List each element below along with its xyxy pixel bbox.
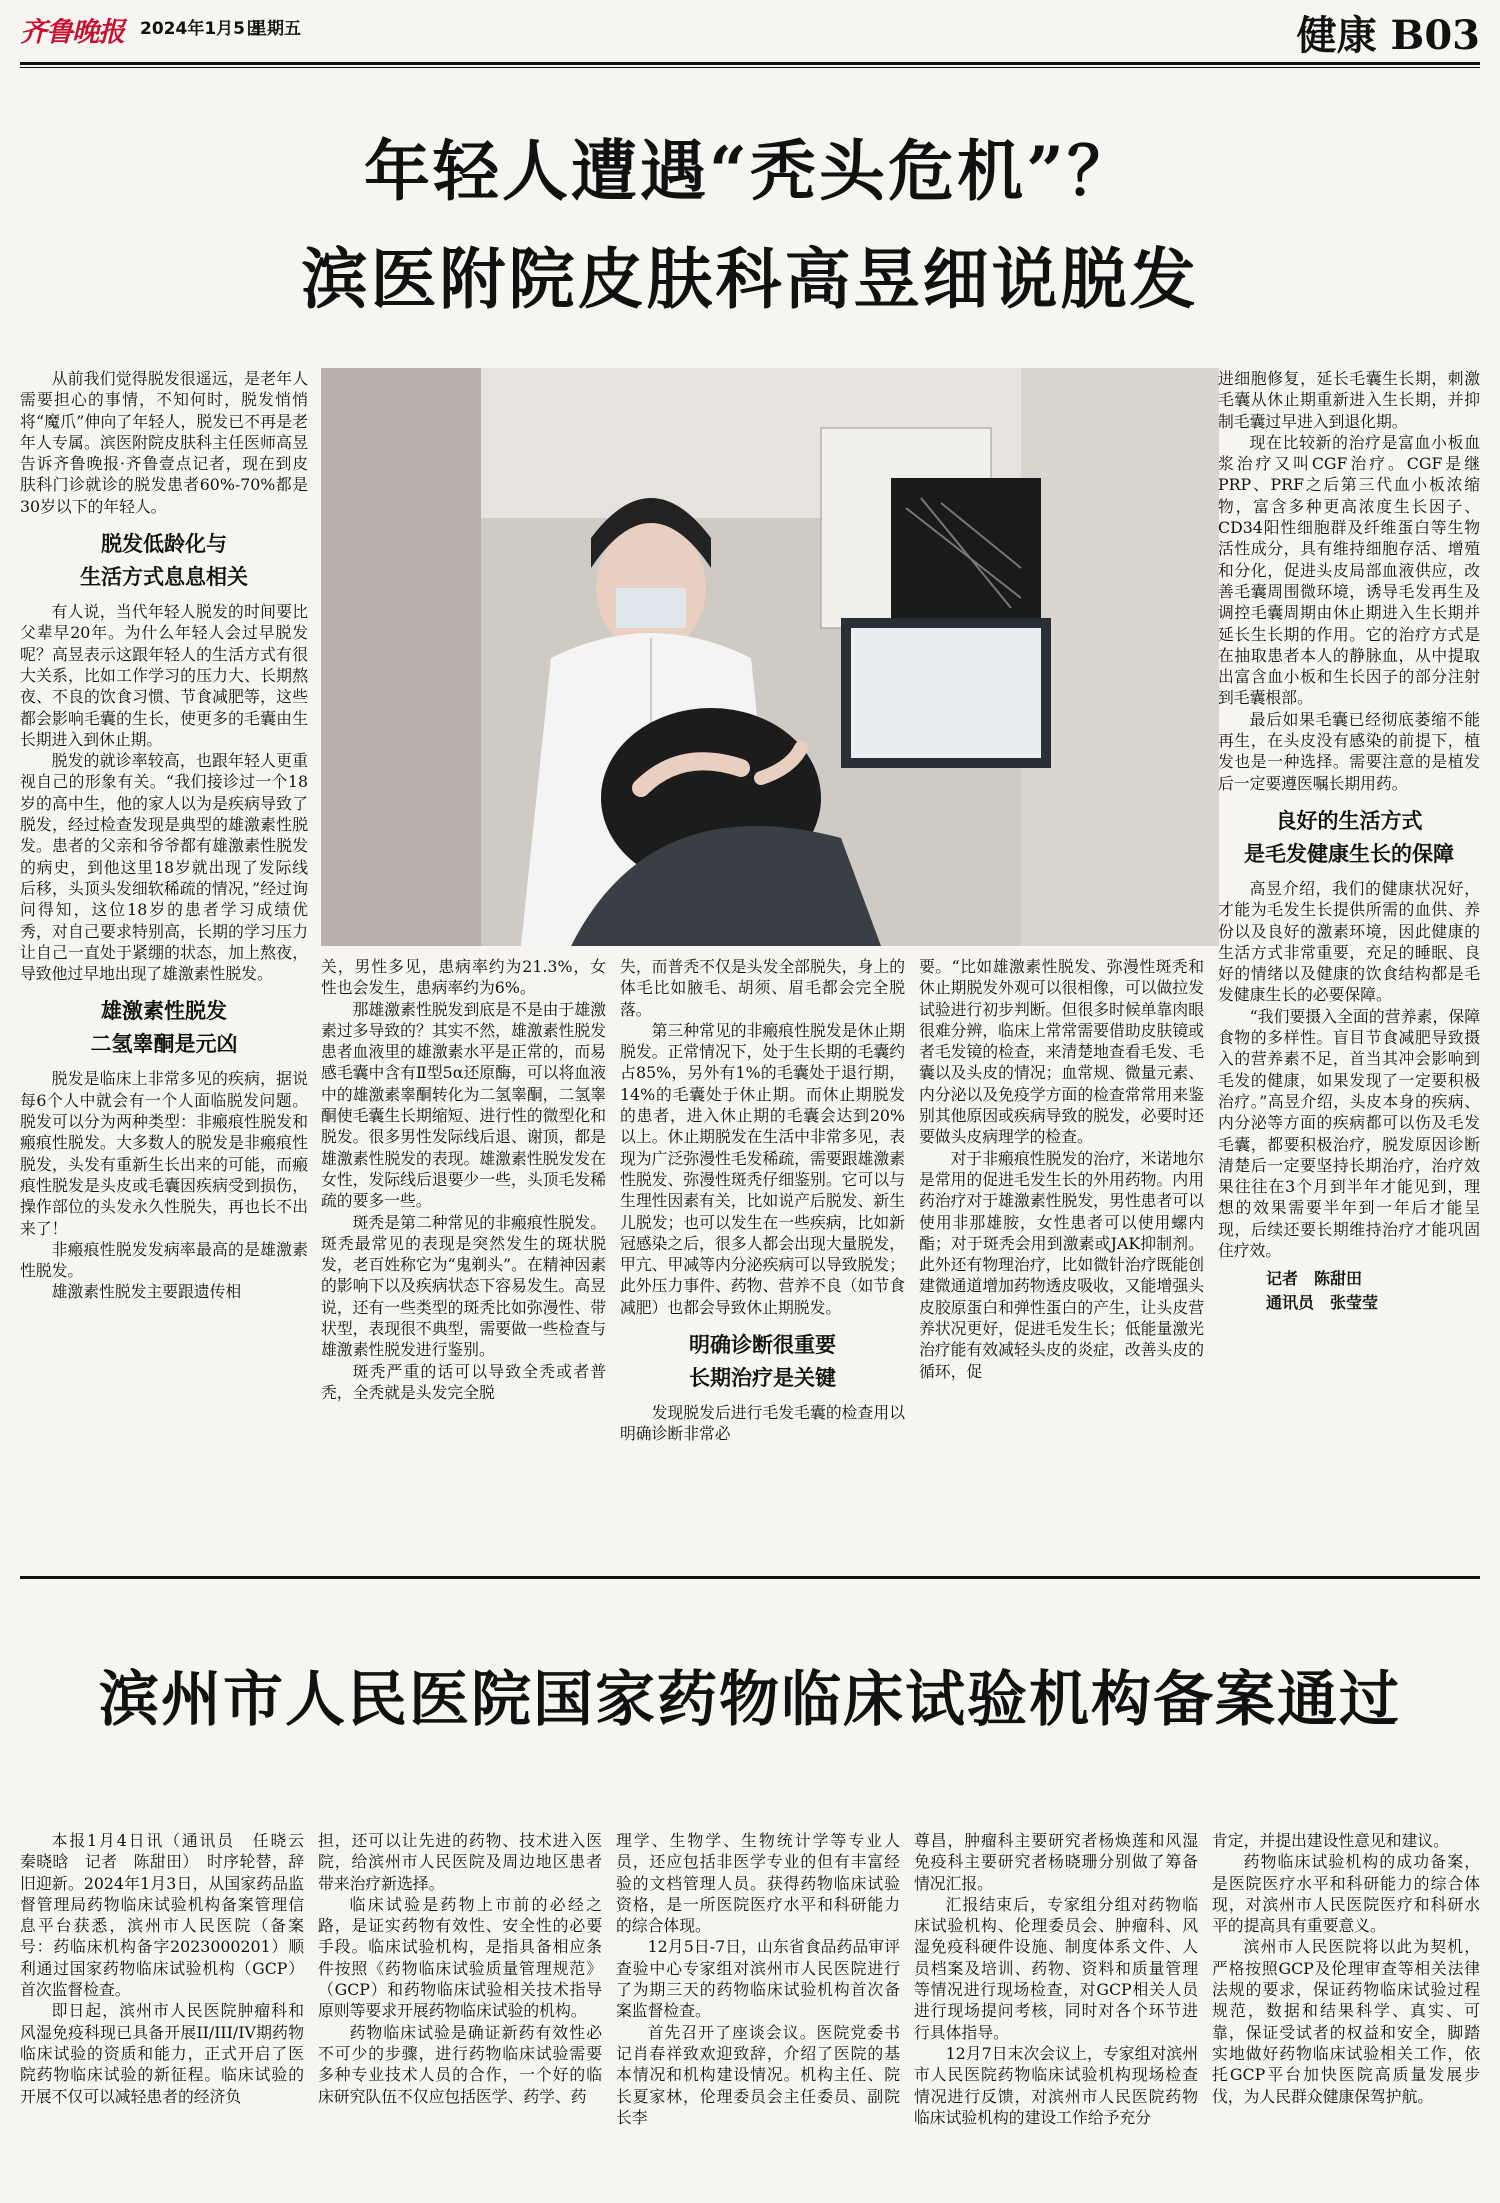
paragraph: 第三种常见的非瘢痕性脱发是休止期脱发。正常情况下，处于生长期的毛囊约占85%，另外有1%的毛囊处于退行期，14%的毛囊处于休止期。而休止期脱发的患者，进入休止期的毛囊会达到20%以上。休止期脱发在生活中非常多见，表现为广泛弥漫性毛发稀疏，需要跟雄激素性脱发、弥漫性斑秃仔细鉴别。它可以与生理性因素有关，比如说产后脱发、新生儿脱发；也可以发生在一些疾病，比如新冠感染之后，很多人都会出现大量脱发，甲亢、甲减等内分泌疾病可以导致脱发；此外压力事件、药物、营养不良（如节食减肥）也都会导致休止期脱发。: [620, 1020, 905, 1317]
article2-column-2: [318, 1830, 602, 2107]
subheading-3-line2: 长期治疗是关键: [689, 1365, 836, 1391]
issue-date: 2024年1月5日: [140, 19, 262, 39]
paragraph: 那雄激素性脱发到底是不是由于雄激素过多导致的？其实不然，雄激素性脱发患者血液里的雄激素水平是正常的，而易感毛囊中含有Ⅱ型5α还原酶，可以将血液中的雄激素睾酮转化为二氢睾酮，二氢睾酮使毛囊生长期缩短、进行性的微型化和脱发。很多男性发际线后退、谢顶，都是雄激素性脱发的表现。雄激素性脱发发在女性，发际线后退要少一些，头顶毛发稀疏的要多一些。: [321, 999, 606, 1211]
paragraph: 药物临床试验是确证新药有效性必不可少的步骤，进行药物临床试验需要多种专业技术人员的合作，一个好的临床研究队伍不仅应包括医学、药学、药: [318, 2022, 602, 2106]
article1-column-2: [321, 956, 606, 1403]
paragraph: 首先召开了座谈会议。医院党委书记肖春祥致欢迎致辞，介绍了医院的基本情况和机构建设情况。机构主任、院长夏家林，伦理委员会主任委员、副院长李: [616, 2022, 900, 2127]
paragraph: 有人说，当代年轻人脱发的时间要比父辈早20年。为什么年轻人会过早脱发呢？高昱表示这跟年轻人的生活方式有很大关系，比如工作学习的压力大、长期熬夜、不良的饮食习惯、节食减肥等，这些都会影响毛囊的生长，使更多的毛囊由生长期进入到休止期。: [20, 602, 308, 749]
paragraph: 即日起，滨州市人民医院肿瘤科和风湿免疫科现已具备开展II/III/IV期药物临床试验的资质和能力，正式开启了医院药物临床试验的新征程。临床试验的开展不仅可以减轻患者的经济负: [20, 2001, 304, 2106]
subheading-2-line2: 二氢睾酮是元凶: [90, 1031, 238, 1057]
article1-column-3: [620, 956, 905, 1445]
paragraph: 12月7日末次会议上，专家组对滨州市人民医院药物临床试验机构现场检查情况进行反馈，对滨州市人民医院药物临床试验机构的建设工作给予充分: [914, 2043, 1198, 2127]
byline-reporter: 记者 陈甜田: [1266, 1269, 1363, 1289]
paragraph: 关，男性多见，患病率约为21.3%，女性也会发生，患病率约为6%。: [321, 957, 606, 998]
article2-column-4: [914, 1830, 1198, 2128]
issue-weekday: 星期五: [250, 19, 301, 39]
paragraph: 本报1月4日讯（通讯员 任晓云 秦晓晗 记者 陈甜田） 时序轮替，辞旧迎新。2024年1月3日，从国家药品监督管理局药物临床试验机构备案管理信息平台获悉，滨州市人民医院（备案号：药临床机构备字2023000201）顺利通过国家药物临床试验机构（GCP）首次监督检查。: [20, 1831, 320, 2000]
paragraph: 从前我们觉得脱发很遥远，是老年人需要担心的事情，不知何时，脱发悄悄将“魔爪”伸向了年轻人，脱发已不再是老年人专属。滨医附院皮肤科主任医师高昱告诉齐鲁晚报·齐鲁壹点记者，现在到皮肤科门诊就诊的脱发患者60%-70%都是30岁以下的年轻人。: [20, 369, 308, 516]
paragraph: 现在比较新的治疗是富血小板血浆治疗又叫CGF治疗。CGF是继PRP、PRF之后第三代血小板浓缩物，富含多种更高浓度生长因子、CD34阳性细胞群及纤维蛋白等生物活性成分，具有维持细胞存活、增殖和分化，促进头皮局部血液供应，改善毛囊周围微环境，诱导毛发再生及调控毛囊周期由休止期进入生长期并延长生长期的作用。它的治疗方式是在抽取患者本人的静脉血，从中提取出富含血小板和生长因子的部分注射到毛囊根部。: [1218, 432, 1480, 708]
paragraph: 发现脱发后进行毛发毛囊的检查用以明确诊断非常必: [620, 1403, 905, 1444]
paragraph: 肯定，并提出建设性意见和建议。: [1212, 1831, 1449, 1850]
subheading-1-line2: 生活方式息息相关: [80, 564, 248, 590]
paragraph: 脱发是临床上非常多见的疾病，据说每6个人中就会有一个人面临脱发问题。脱发可以分为两种类型：非瘢痕性脱发和瘢痕性脱发。大多数人的脱发是非瘢痕性脱发，头发有重新生长出来的可能，而瘢痕性脱发是头皮或毛囊因疾病受到损伤，操作部位的头发永久性脱失，再也长不出来了！: [20, 1069, 308, 1238]
article1-column-5: [1218, 368, 1480, 1315]
paragraph: 担，还可以让先进的药物、技术进入医院，给滨州市人民医院及周边地区患者带来治疗新选择。: [318, 1831, 602, 1893]
article2-column-3: [616, 1830, 900, 2128]
paragraph: 最后如果毛囊已经彻底萎缩不能再生，在头皮没有感染的前提下，植发也是一种选择。需要注意的是植发后一定要遵医嘱长期用药。: [1218, 709, 1480, 793]
photo-illustration: [321, 368, 1219, 946]
subheading-3: [620, 1328, 905, 1394]
paragraph: 临床试验是药物上市前的必经之路，是证实药物有效性、安全性的必要手段。临床试验机构，是指具备相应条件按照《药物临床试验质量管理规范》（GCP）和药物临床试验相关技术指导原则等要求开展药物临床试验的机构。: [318, 1894, 602, 2021]
subheading-4-line2: 是毛发健康生长的保障: [1244, 840, 1454, 866]
subheading-1: [20, 527, 308, 593]
article1-column-1: [20, 368, 308, 1303]
article1-headline-line1: 年轻人遭遇“秃头危机”？: [364, 132, 1136, 210]
article1-column-4: [919, 956, 1204, 1382]
paragraph: 失，而普秃不仅是头发全部脱失，身上的体毛比如腋毛、胡须、眉毛都会完全脱落。: [620, 957, 905, 1019]
byline-correspondent: 通讯员 张莹莹: [1266, 1293, 1379, 1313]
masthead: [0, 0, 1500, 66]
paragraph: 滨州市人民医院将以此为契机，严格按照GCP及伦理审查等相关法律法规的要求，保证药物临床试验过程规范，数据和结果科学、真实、可靠，保证受试者的权益和安全，脚踏实地做好药物临床试验相关工作，依托GCP平台加快医院高质量发展步伐，为人民群众健康保驾护航。: [1212, 1937, 1480, 2106]
subheading-4: [1218, 804, 1480, 870]
article1-headline-line2: 滨医附院皮肤科高昱细说脱发: [301, 240, 1199, 318]
subheading-2: [20, 994, 308, 1060]
subheading-3-line1: 明确诊断很重要: [689, 1332, 836, 1358]
article-photo: [321, 368, 1219, 946]
paragraph: 12月5日-7日，山东省食品药品审评查验中心专家组对滨州市人民医院进行了为期三天的药物临床试验机构首次备案监督检查。: [616, 1937, 900, 2021]
paragraph: 对于非瘢痕性脱发的治疗，米诺地尔是常用的促进毛发生长的外用药物。内用药治疗对于雄激素性脱发，男性患者可以使用非那雄胺，女性患者可以使用螺内酯；对于斑秃会用到激素或JAK抑制剂。此外还有物理治疗，比如微针治疗既能创建微通道增加药物透皮吸收，又能增强头皮胶原蛋白和弹性蛋白的产生，让头皮营养状况更好，促进毛发生长；低能量激光治疗能有效减轻头皮的炎症，改善头皮的循环，促: [919, 1148, 1204, 1381]
masthead-rule-thin: [20, 67, 1480, 68]
paragraph: 脱发的就诊率较高，也跟年轻人更重视自己的形象有关。“我们接诊过一个18岁的高中生，他的家人以为是疾病导致了脱发，经过检查发现是典型的雄激素性脱发。患者的父亲和爷爷都有雄激素性脱发的病史，到他这里18岁就出现了发际线后移，头顶头发细软稀疏的情况，”经过询问得知，这位18岁的患者学习成绩优秀，对自己要求特别高，长期的学习压力让自己一直处于紧绷的状态，加上熬夜，导致他过早地出现了雄激素性脱发。: [20, 751, 308, 984]
subheading-4-line1: 良好的生活方式: [1275, 807, 1423, 833]
paragraph: 斑秃严重的话可以导致全秃或者普秃，全秃就是头发完全脱: [321, 1361, 606, 1402]
article-divider: [20, 1576, 1480, 1579]
paragraph: 汇报结束后，专家组分组对药物临床试验机构、伦理委员会、肿瘤科、风湿免疫科硬件设施、制度体系文件、人员档案及培训、药物、资料和质量管理等情况进行现场检查，对GCP相关人员进行现场提问考核，同时对各个环节进行具体指导。: [914, 1894, 1198, 2042]
article2-column-5: [1212, 1830, 1480, 2107]
paragraph: 药物临床试验机构的成功备案，是医院医疗水平和科研能力的综合体现，对滨州市人民医院医疗和科研水平的提高具有重要意义。: [1212, 1852, 1480, 1936]
paragraph: “我们要摄入全面的营养素，保障食物的多样性。盲目节食减肥导致摄入的营养素不足，首当其冲会影响到毛发的健康，如果发现了一定要积极治疗。”高昱介绍，头皮本身的疾病、内分泌等方面的疾病都可以伤及毛发毛囊，都要积极治疗，脱发原因诊断清楚后一定要坚持长期治疗，治疗效果往往在3个月到半年才能见到，理想的效果需要半年到一年后才能呈现，后续还要长期维持治疗才能巩固住疗效。: [1218, 1006, 1480, 1260]
paragraph: 高昱介绍，我们的健康状况好，才能为毛发生长提供所需的血供、养份以及良好的激素环境，因此健康的生活方式非常重要，充足的睡眠、良好的情绪以及健康的饮食结构都是毛发健康生长的必要保障。: [1218, 878, 1480, 1005]
paragraph: 非瘢痕性脱发发病率最高的是雄激素性脱发。: [20, 1239, 308, 1281]
article2-column-1: [20, 1830, 320, 2107]
masthead-rule: [20, 62, 1480, 65]
subheading-1-line1: 脱发低龄化与: [101, 531, 227, 557]
paragraph: 雄激素性脱发主要跟遗传相: [51, 1282, 242, 1302]
paragraph: 尊昌，肿瘤科主要研究者杨焕莲和风湿免疫科主要研究者杨晓珊分别做了筹备情况汇报。: [914, 1831, 1198, 1893]
paragraph: 理学、生物学、生物统计学等专业人员，还应包括非医学专业的但有丰富经验的文档管理人员。获得药物临床试验资格，是一所医院医疗水平和科研能力的综合体现。: [616, 1831, 900, 1936]
paragraph: 进细胞修复，延长毛囊生长期，刺激毛囊从休止期重新进入生长期，并抑制毛囊过早进入到退化期。: [1218, 369, 1480, 431]
newspaper-logo: 齐鲁晚报: [20, 17, 124, 48]
subheading-2-line1: 雄激素性脱发: [101, 998, 227, 1024]
article2-headline: 滨州市人民医院国家药物临床试验机构备案通过: [99, 1665, 1401, 1735]
paragraph: 斑秃是第二种常见的非瘢痕性脱发。斑秃最常见的表现是突然发生的斑状脱发，老百姓称它为“鬼剃头”。在精神因素的影响下以及疾病状态下容易发生。高昱说，还有一些类型的斑秃比如弥漫性、带状型，表现很不典型，需要做一些检查与雄激素性脱发进行鉴别。: [321, 1212, 606, 1360]
section-page-label: 健康 B03: [1296, 12, 1480, 59]
paragraph: 要。“比如雄激素性脱发、弥漫性斑秃和休止期脱发外观可以很相像，可以做拉发试验进行初步判断。但很多时候单靠肉眼很难分辨，临床上常常需要借助皮肤镜或者毛发镜的检查，来清楚地查看毛发、毛囊以及头皮的情况；血常规、微量元素、内分泌以及免疫学方面的检查常常用来鉴别其他原因或疾病导致的脱发，必要时还要做头皮病理学的检查。: [919, 957, 1204, 1147]
